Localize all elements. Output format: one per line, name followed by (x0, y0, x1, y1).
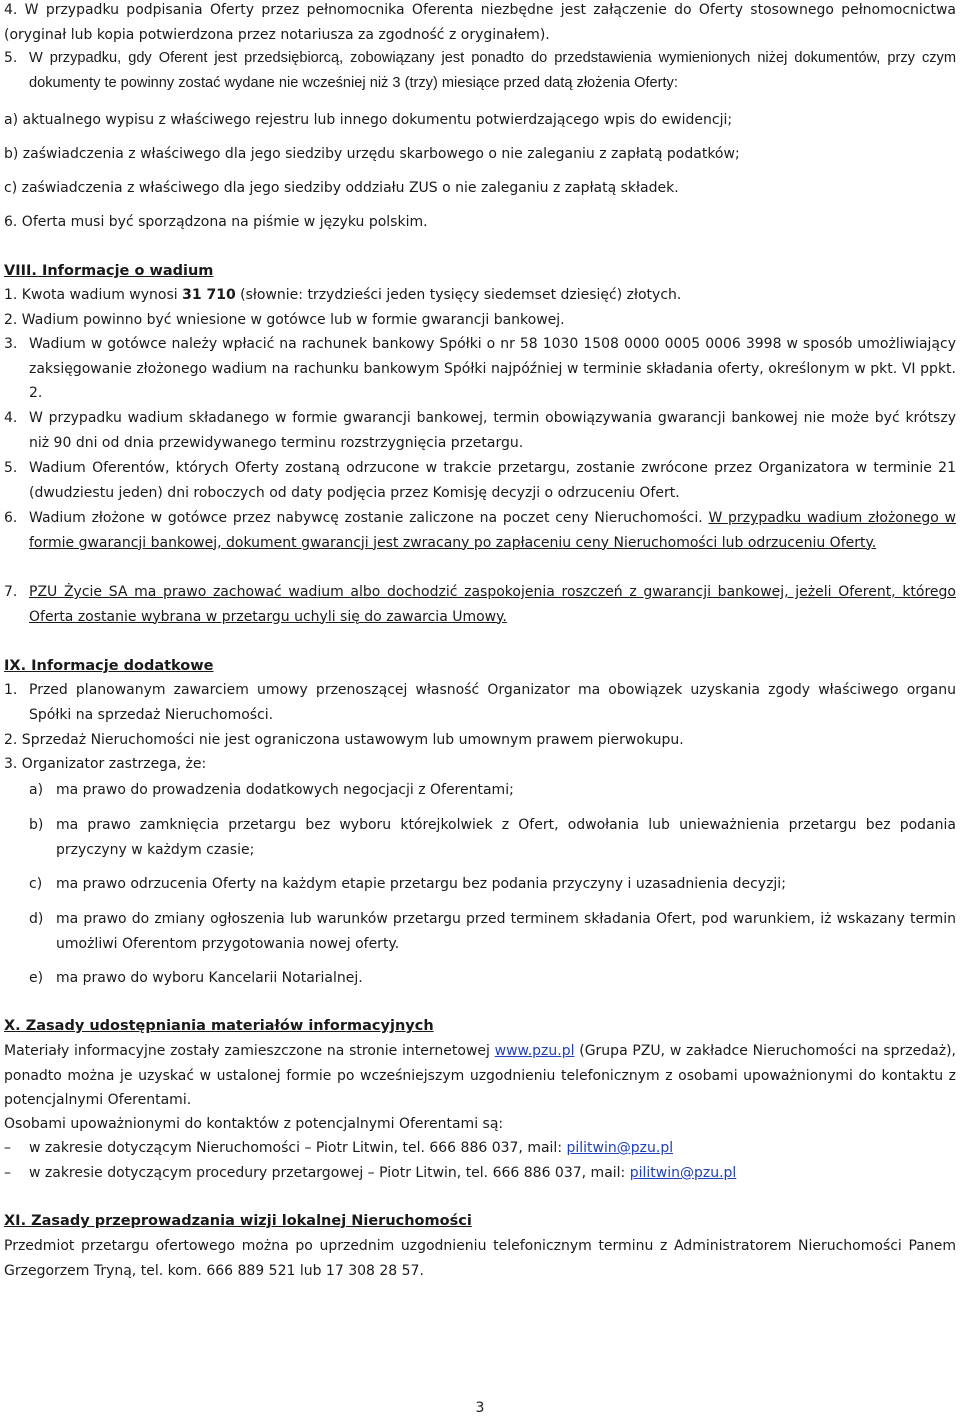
info-item-1-number: 1. (4, 682, 18, 698)
wadium-item-7-number: 7. (4, 584, 18, 600)
wadium-item-3: Wadium w gotówce należy wpłacić na rachunek bankowy Spółki o nr 58 1030 1508 0000 0005 0006 3998 w sposób umożliwiający zaksięgowanie złożonego wadium na rachunku bankowym Spółki najpóźniej w terminie składania oferty, określonym w pkt. VI ppkt. 2. (29, 336, 956, 401)
reservation-e: ma prawo do wyboru Kancelarii Notarialnej. (56, 970, 363, 986)
wadium-item-5-number: 5. (4, 460, 18, 476)
wadium-item-2: 2. Wadium powinno być wniesione w gotówce lub w formie gwarancji bankowej. (4, 312, 565, 328)
wadium-item-6-number: 6. (4, 510, 18, 526)
reservation-b: ma prawo zamknięcia przetargu bez wyboru którejkolwiek z Ofert, odwołania lub unieważnienia przetargu bez podania przyczyny w każdym czasie; (56, 817, 956, 858)
info-item-3: 3. Organizator zastrzega, że: (4, 756, 207, 772)
reservation-c: ma prawo odrzucenia Oferty na każdym etapie przetargu bez podania przyczyny i uzasadnienia decyzji; (56, 876, 786, 892)
wadium-item-4-number: 4. (4, 410, 18, 426)
pzu-website-link[interactable]: www.pzu.pl (494, 1043, 575, 1059)
wadium-item-7: PZU Życie SA ma prawo zachować wadium albo dochodzić zaspokojenia roszczeń z gwarancji bankowej, jeżeli Oferent, którego Oferta zostanie wybrana w przetargu uchyli się do zawarcia Umowy. (29, 584, 956, 625)
section-xi-heading: XI. Zasady przeprowadzania wizji lokalnej Nieruchomości (4, 1213, 472, 1229)
reservation-c-label: c) (29, 876, 43, 892)
reservation-a-label: a) (29, 782, 44, 798)
wadium-item-3-number: 3. (4, 336, 18, 352)
item-5a: a) aktualnego wypisu z właściwego rejestru lub innego dokumentu potwierdzającego wpis do ewidencji; (4, 112, 733, 128)
wadium-item-5: Wadium Oferentów, których Oferty zostaną odrzucone w trakcie przetargu, zostanie zwrócone przez Organizatora w terminie 21 (dwudziestu jeden) dni roboczych od daty podjęcia przez Komisję decyzji o odrzuceniu Ofert. (29, 460, 956, 501)
wadium-item-6: Wadium złożone w gotówce przez nabywcę zostanie zaliczone na poczet ceny Nieruchomości. W przypadku wadium złożonego w formie gwarancji bankowej, dokument gwarancji jest zwracany po zapłaceniu ceny Nieruchomości lub odrzuceniu Oferty. (29, 510, 956, 551)
reservation-e-label: e) (29, 970, 44, 986)
section-x-heading: X. Zasady udostępniania materiałów informacyjnych (4, 1018, 434, 1034)
reservation-d: ma prawo do zmiany ogłoszenia lub warunków przetargu przed terminem składania Ofert, pod warunkiem, iż wskazany termin umożliwi Oferentom przygotowania nowej oferty. (56, 911, 956, 952)
item-5-paragraph: W przypadku, gdy Oferent jest przedsiębiorcą, zobowiązany jest ponadto do przedstawienia wymienionych niżej dokumentów, przy czym dokumenty te powinny zostać wydane nie wcześniej niż 3 (trzy) miesiące przed datą złożenia Oferty: (29, 50, 956, 91)
contact-2-email-link[interactable]: pilitwin@pzu.pl (629, 1165, 737, 1181)
wadium-item-4: W przypadku wadium składanego w formie gwarancji bankowej, termin obowiązywania gwarancji bankowej nie może być krótszy niż 90 dni od dnia przewidywanego terminu rozstrzygnięcia przetargu. (29, 410, 956, 451)
contact-1-dash: – (4, 1140, 11, 1156)
item-5b: b) zaświadczenia z właściwego dla jego siedziby urzędu skarbowego o nie zaleganiu z zapłatą podatków; (4, 146, 740, 162)
item-5-number: 5. (4, 50, 18, 66)
contact-2: w zakresie dotyczącym procedury przetargowej – Piotr Litwin, tel. 666 886 037, mail: pilitwin@pzu.pl (29, 1165, 737, 1181)
item-5c: c) zaświadczenia z właściwego dla jego siedziby oddziału ZUS o nie zaleganiu z zapłatą składek. (4, 180, 679, 196)
reservation-d-label: d) (29, 911, 44, 927)
reservation-a: ma prawo do prowadzenia dodatkowych negocjacji z Oferentami; (56, 782, 514, 798)
inspection-paragraph: Przedmiot przetargu ofertowego można po uprzednim uzgodnieniu telefonicznym terminu z Administratorem Nieruchomości Panem Grzegorzem Tryną, tel. kom. 666 889 521 lub 17 308 28 57. (4, 1238, 956, 1279)
reservation-b-label: b) (29, 817, 44, 833)
info-item-1: Przed planowanym zawarciem umowy przenoszącej własność Organizator ma obowiązek uzyskania zgody właściwego organu Spółki na sprzedaż Nieruchomości. (29, 682, 956, 723)
contacts-intro: Osobami upoważnionymi do kontaktów z potencjalnymi Oferentami są: (4, 1116, 504, 1132)
contact-1-email-link[interactable]: pilitwin@pzu.pl (566, 1140, 674, 1156)
item-4-paragraph: 4. W przypadku podpisania Oferty przez pełnomocnika Oferenta niezbędne jest załączenie do Oferty stosownego pełnomocnictwa (oryginał lub kopia potwierdzona przez notariusza za zgodność z oryginałem). (4, 2, 956, 43)
materials-paragraph: Materiały informacyjne zostały zamieszczone na stronie internetowej www.pzu.pl (Grupa PZU, w zakładce Nieruchomości na sprzedaż), ponadto można je uzyskać w ustalonej formie po wcześniejszym uzgodnieniu telefonicznym z osobami upoważnionymi do kontaktu z potencjalnymi Oferentami. (4, 1043, 956, 1108)
contact-2-dash: – (4, 1165, 11, 1181)
page-number: 3 (475, 1400, 485, 1416)
contact-1: w zakresie dotyczącym Nieruchomości – Piotr Litwin, tel. 666 886 037, mail: pilitwin@pzu.pl (29, 1140, 674, 1156)
section-ix-heading: IX. Informacje dodatkowe (4, 658, 214, 674)
section-viii-heading: VIII. Informacje o wadium (4, 263, 214, 279)
wadium-item-1: 1. Kwota wadium wynosi 31 710 (słownie: trzydzieści jeden tysięcy siedemset dziesięć) złotych. (4, 287, 682, 303)
item-6: 6. Oferta musi być sporządzona na piśmie w języku polskim. (4, 214, 428, 230)
info-item-2: 2. Sprzedaż Nieruchomości nie jest ograniczona ustawowym lub umownym prawem pierwokupu. (4, 732, 684, 748)
